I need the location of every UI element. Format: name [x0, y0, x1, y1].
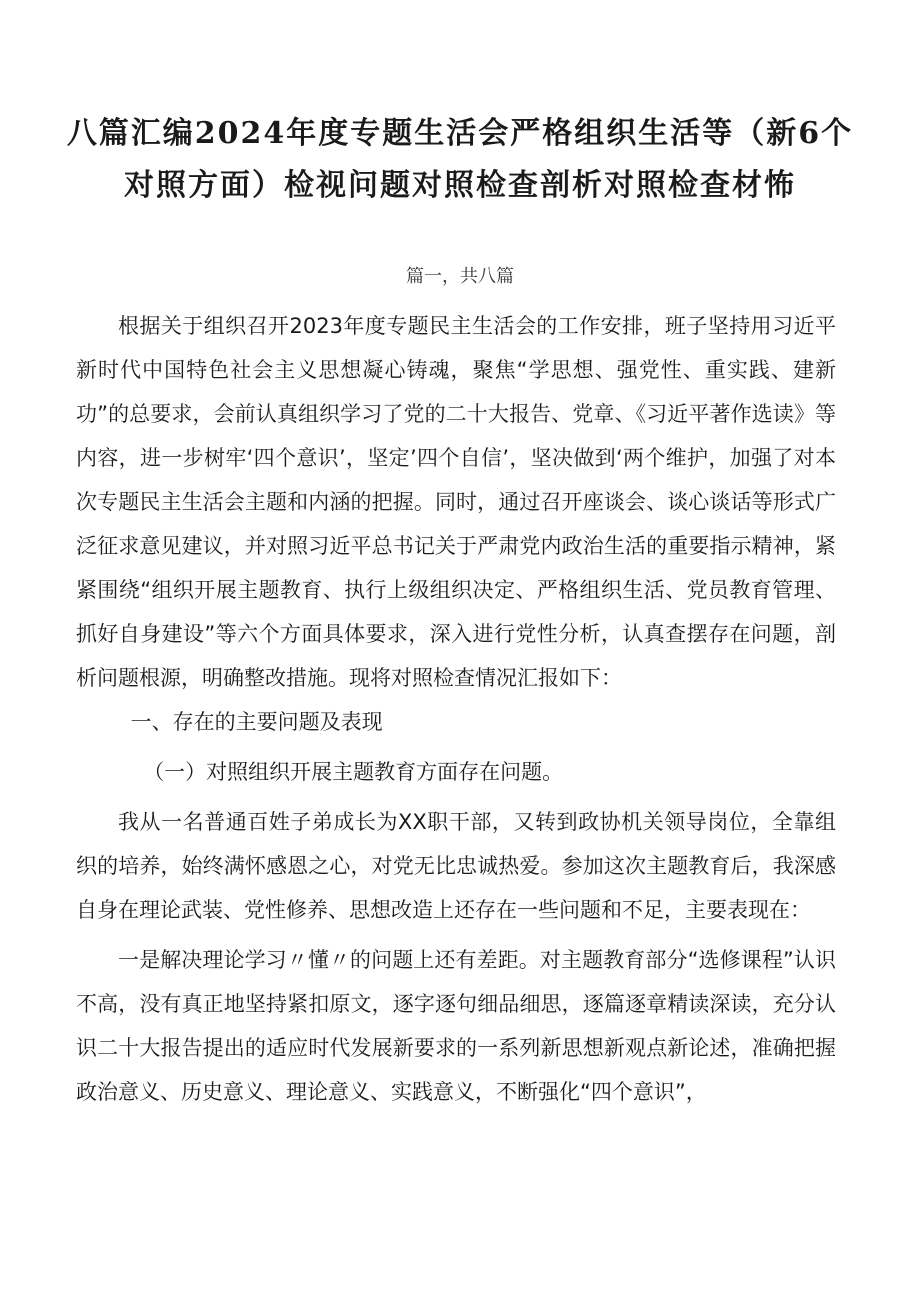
subsection-heading: （一）对照组织开展主题教育方面存在问题。	[143, 760, 564, 784]
section-heading: 一、存在的主要问题及表现	[130, 710, 383, 734]
document-subtitle: 篇一，共八篇	[406, 266, 514, 287]
paragraph-intro: 根据关于组织召开2023年度专题民主生活会的工作安排，班子坚持用习近平新时代中国特色社会主义思想凝心铸魂，聚焦“学思想、强党性、重实践、建新功”的总要求，会前认真组织学习了党的二十大报告、党章、《习近平著作选读》等内容，进一步树牢‘四个意识’，坚定’四个自信’，坚决做到‘两个维护，加强了对本次专题民主生活会主题和内涵的把握。同时，通过召开座谈会、谈心谈话等形式广泛征求意见建议，并对照习近平总书记关于严肃党内政治生活的重要指示精神，紧紧围绕“组织开展主题教育、执行上级组织决定、严格组织生活、党员教育管理、抓好自身建设”等六个方面具体要求，深入进行党性分析，认真查摆存在问题，剖析问题根源，明确整改措施。现将对照检查情况汇报如下：	[76, 314, 836, 690]
paragraph-personal: 我从一名普通百姓子弟成长为XX职干部，又转到政协机关领导岗位，全靠组织的培养，始终满怀感恩之心，对党无比忠诚热爱。参加这次主题教育后，我深感自身在理论武装、党性修养、思想改造上还存在一些问题和不足，主要表现在：	[76, 810, 836, 922]
document-body	[76, 304, 836, 1114]
paragraph-point-one: 一是解决理论学习〃懂〃的问题上还有差距。对主题教育部分“选修课程”认识不高，没有真正地坚持紧扣原文，逐字逐句细品细思，逐篇逐章精读深读，充分认识二十大报告提出的适应时代发展新要求的一系列新思想新观点新论述，准确把握政治意义、历史意义、理论意义、实践意义，不断强化“四个意识”，	[76, 948, 836, 1104]
document-title: 八篇汇编2024年度专题生活会严格组织生活等（新6个对照方面）检视问题对照检查剖析对照检查材怖	[66, 116, 854, 203]
